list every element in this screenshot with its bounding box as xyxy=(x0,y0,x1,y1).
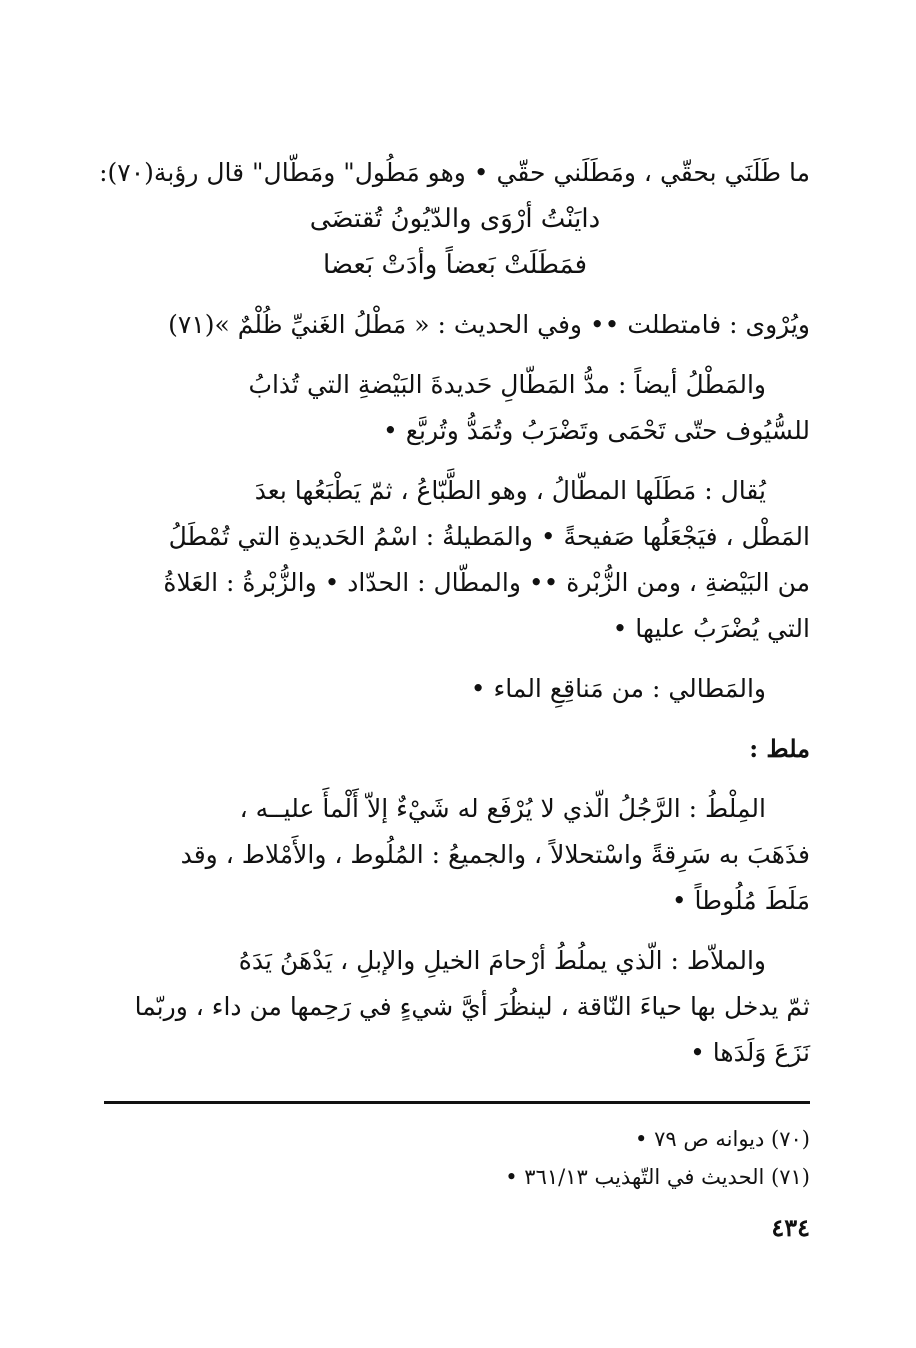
footnote: (٧٠) ديوانه ص ٧٩ • xyxy=(635,1127,810,1151)
footnotes xyxy=(100,1120,810,1196)
footnote: (٧١) الحديث في التّهذيب ٣٦١/١٣ • xyxy=(505,1165,810,1189)
text-line: ثمّ يدخل بها حياءَ النّاقة ، لينظُرَ أيَّ شيءٍ في رَحِمها من داء ، وربّما xyxy=(134,992,810,1021)
main-text xyxy=(100,150,810,1076)
verse-line: فمَطَلَتْ بَعضاً وأدَتْ بَعضا xyxy=(322,250,588,280)
text-line: المِلْطُ : الرَّجُلُ الّذي لا يُرْفَع له شَيْءٌ إلاّ أَلْمأَ عليــه ، xyxy=(239,794,766,823)
footnote-divider xyxy=(104,1101,810,1104)
text-line: مَلَطَ مُلُوطاً • xyxy=(671,886,810,915)
text-line: المَطْل ، فيَجْعَلُها صَفيحةً • والمَطيلةُ : اسْمُ الحَديدةِ التي تُمْطَلُ xyxy=(168,522,810,551)
text-line: ويُرْوى : فامتطلت •• وفي الحديث : « مَطْلُ الغَنيِّ ظُلْمٌ »(٧١) xyxy=(168,310,810,339)
text-line: والمَطْلُ أيضاً : مدُّ المَطّالِ حَديدةَ البَيْضةِ التي تُذابُ xyxy=(248,370,766,399)
text-line: التي يُضْرَبُ عليها • xyxy=(612,614,810,643)
text-line: والملاّط : الّذي يملُطُ أرْحامَ الخيلِ والإبلِ ، يَدْهَنُ يَدَهُ xyxy=(238,946,766,975)
text-line: للسُّيُوف حتّى تَحْمَى وتَضْرَبُ وتُمَدُّ وتُربَّع • xyxy=(383,416,810,445)
entry-heading: ملط : xyxy=(749,734,810,763)
text-line: نَزَعَ وَلَدَها • xyxy=(690,1038,810,1067)
text-line: يُقال : مَطَلَها المطّالُ ، وهو الطَّبّاعُ ، ثمّ يَطْبَعُها بعدَ xyxy=(254,476,766,505)
verse-line: دايَنْتُ أرْوَى والدّيُونُ تُقتضَى xyxy=(309,204,601,234)
text-line: من البَيْضةِ ، ومن الزُّبْرة •• والمطّال : الحدّاد • والزُّبْرةُ : العَلاةُ xyxy=(163,568,810,597)
text-line: فذَهَبَ به سَرِقةً واسْتحلالاً ، والجميعُ : المُلُوط ، والأَمْلاط ، وقد xyxy=(180,840,810,869)
page-number: ٤٣٤ xyxy=(771,1213,810,1242)
text-line: ما طَلَنَي بحقّي ، ومَطَلَني حقّي • وهو مَطُول" ومَطّال" قال رؤبة(٧٠): xyxy=(99,158,810,187)
text-line: والمَطالي : من مَناقِعِ الماء • xyxy=(470,674,766,703)
